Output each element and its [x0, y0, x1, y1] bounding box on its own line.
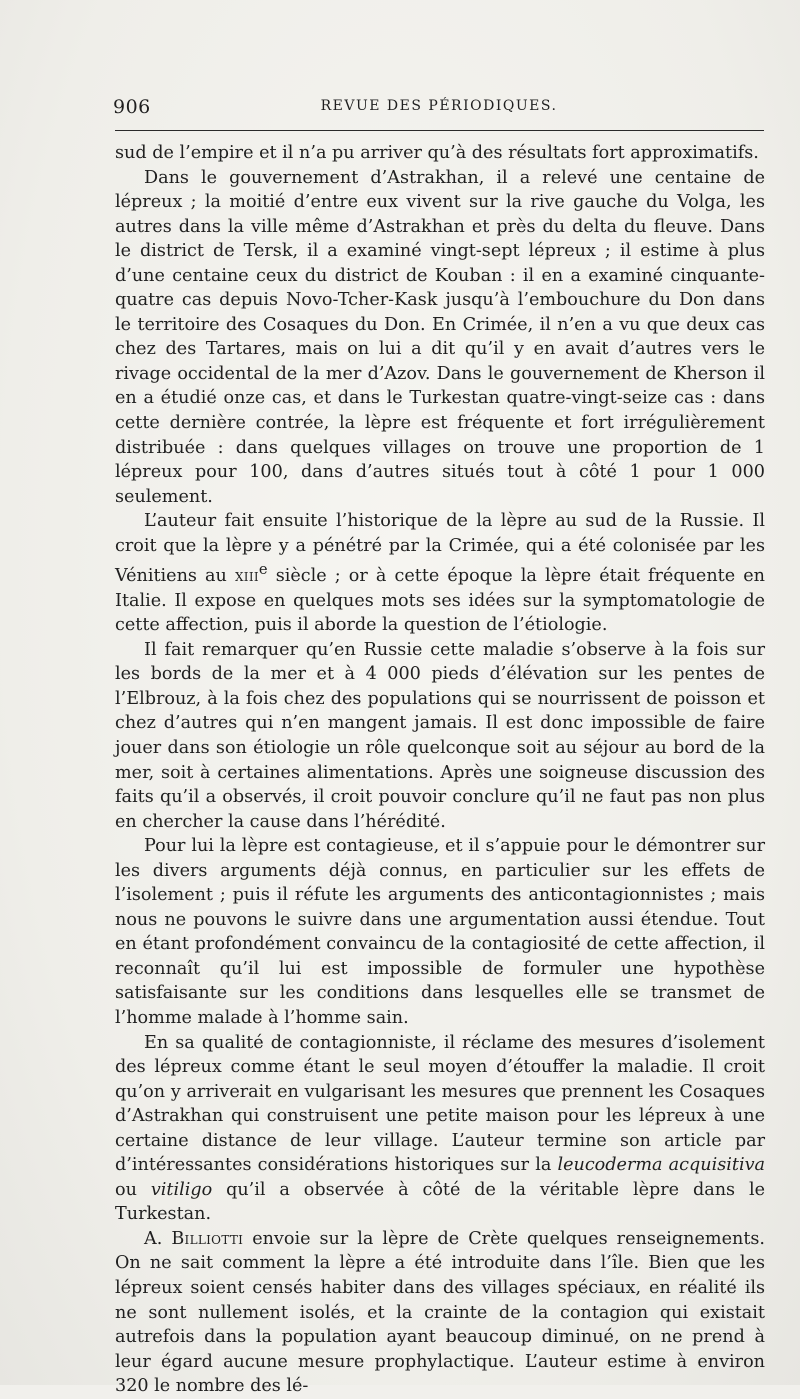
paragraph-6	[115, 1031, 765, 1227]
century-superscript: e	[258, 561, 268, 579]
header-rule	[115, 130, 764, 131]
term-leucoderma: leucoderma acquisitiva	[557, 1155, 766, 1176]
paragraph-7	[115, 1227, 765, 1399]
paragraph-3	[115, 509, 765, 638]
paragraph-6-text-a: En sa qualité de contagionniste, il réclame des mesures d’isolement des lépreux comme étant le seul moyen d’étouffer la maladie. Il croit qu’on y arriverait en vulgarisant les mesures que prennent les Cosaques d’Astrakhan qui construisent une petite maison pour les lépreux à une certaine distance de leur village. L’auteur termine son article par d’intéressantes considérations historiques sur la	[115, 1032, 765, 1176]
century-numeral: xiii	[234, 566, 259, 587]
paragraph-6-text-c: qu’il a observée à côté de la véritable lèpre dans le Turkestan.	[115, 1179, 765, 1225]
article-body	[115, 141, 765, 1399]
paragraph-2: Dans le gouvernement d’Astrakhan, il a relevé une centaine de lépreux ; la moitié d’entre eux vivent sur la rive gauche du Volga, les autres dans la ville même d’Astrakhan et près du delta du fleuve. Dans le district de Tersk, il a examiné vingt-sept lépreux ; il estime à plus d’une centaine ceux du district de Kouban : il en a examiné cinquante-quatre cas depuis Novo-Tcher-Kask jusqu’à l’embouchure du Don dans le territoire des Cosaques du Don. En Crimée, il n’en a vu que deux cas chez des Tartares, mais on lui a dit qu’il y en avait d’autres vers le rivage occidental de la mer d’Azov. Dans le gouvernement de Kherson il en a étudié onze cas, et dans le Turkestan quatre-vingt-seize cas : dans cette dernière contrée, la lèpre est fréquente et fort irrégulièrement distribuée : dans quelques villages on trouve une proportion de 1 lépreux pour 100, dans d’autres situés tout à côté 1 pour 1 000 seulement.	[115, 167, 765, 507]
term-vitiligo: vitiligo	[150, 1179, 213, 1200]
paragraph-3-text-a: L’auteur fait ensuite l’historique de la lèpre au sud de la Russie. Il croit que la lèpre y a pénétré par la Crimée, qui a été colonisée par les Vénitiens au	[115, 511, 765, 587]
running-title: REVUE DES PÉRIODIQUES.	[320, 98, 558, 114]
paragraph-4: Il fait remarquer qu’en Russie cette maladie s’observe à la fois sur les bords de la mer et à 4 000 pieds d’élévation sur les pentes de l’Elbrouz, à la fois chez des populations qui se nourrissent de poisson et chez d’autres qui n’en mangent jamais. Il est donc impossible de faire jouer dans son étiologie un rôle quelconque soit au séjour au bord de la mer, soit à certaines alimentations. Après une soigneuse discussion des faits qu’il a observés, il croit pouvoir conclure qu’il ne faut pas non plus en chercher la cause dans l’hérédité.	[115, 639, 765, 832]
paragraph-1: sud de l’empire et il n’a pu arriver qu’à des résultats fort approximatifs.	[115, 143, 759, 163]
author-initial: A.	[144, 1228, 163, 1249]
paragraph-5: Pour lui la lèpre est contagieuse, et il s’appuie pour le démontrer sur les divers arguments déjà connus, en particulier sur les effets de l’isolement ; puis il réfute les arguments des anticontagionnistes ; mais nous ne pouvons le suivre dans une argumentation aussi étendue. Tout en étant profondément convaincu de la contagiosité de cette affection, il reconnaît qu’il lui est impossible de formuler une hypothèse satisfaisante sur les conditions dans lesquelles elle se transmet de l’homme malade à l’homme sain.	[115, 836, 765, 1028]
paragraph-7-text: envoie sur la lèpre de Crète quelques renseignements. On ne sait comment la lèpre a été introduite dans l’île. Bien que les lépreux soient censés habiter dans des villages spéciaux, en réalité ils ne sont nullement isolés, et la crainte de la contagion qui existait autrefois dans la population ayant beaucoup diminué, on ne prend à leur égard aucune mesure prophylactique. L’auteur estime à environ 320 le nombre des lé-	[115, 1228, 766, 1397]
paragraph-3-text-b: siècle ; or à cette époque la lèpre était fréquente en Italie. Il expose en quelques mots ses idées sur la symptomatologie de cette affection, puis il aborde la question de l’étiologie.	[115, 566, 765, 636]
running-head	[113, 96, 765, 120]
page-number: 906	[113, 96, 151, 118]
paragraph-6-text-b: ou	[115, 1179, 151, 1200]
author-name: Billiotti	[171, 1228, 244, 1249]
